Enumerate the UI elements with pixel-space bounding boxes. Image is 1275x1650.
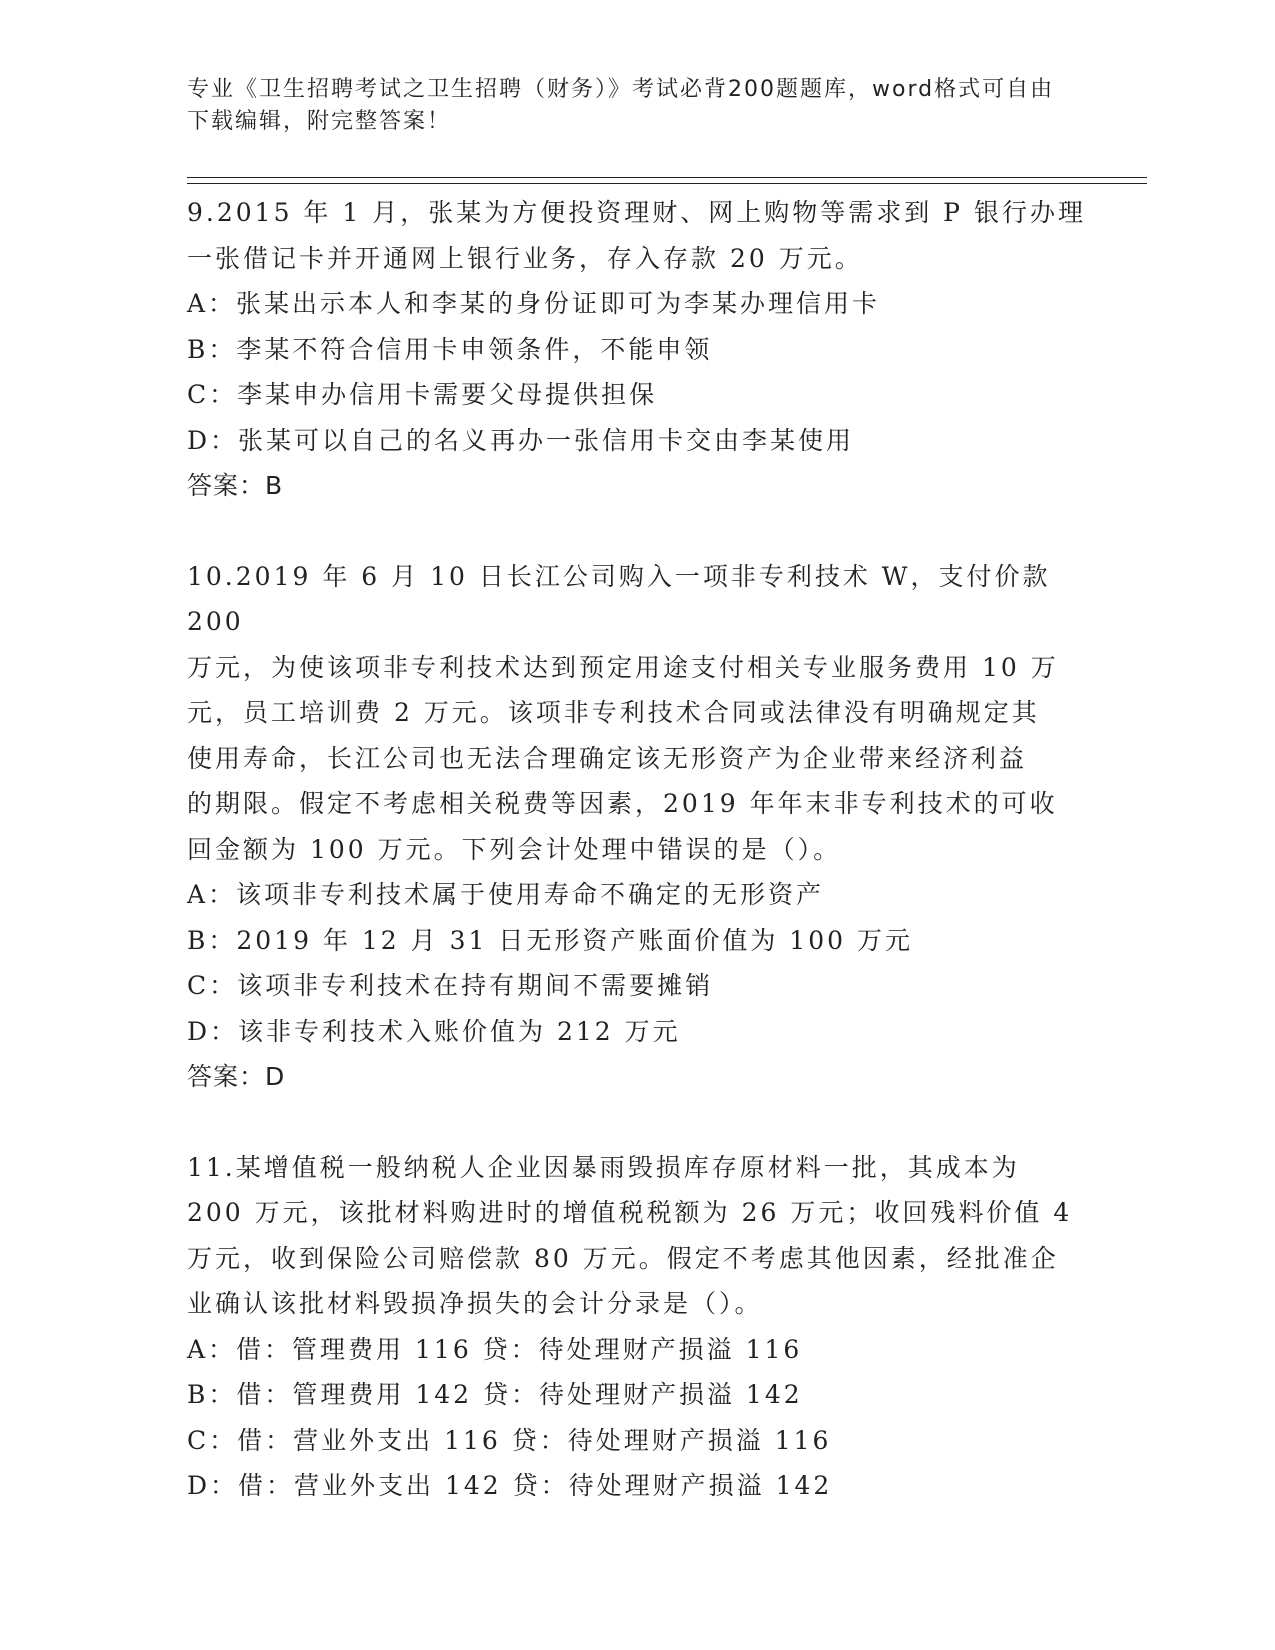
question-stem-line: 的期限。假定不考虑相关税费等因素，2019 年年末非专利技术的可收	[187, 789, 1058, 818]
document-header: 专业《卫生招聘考试之卫生招聘（财务）》考试必背200题题库，word格式可自由下载编辑，附完整答案！	[187, 77, 1055, 134]
option-c: C：该项非专利技术在持有期间不需要摊销	[187, 971, 714, 1000]
question-stem-line: 回金额为 100 万元。下列会计处理中错误的是（）。	[187, 834, 842, 864]
option-b: B：借：管理费用 142 贷：待处理财产损溢 142	[187, 1380, 803, 1409]
question-stem-line: 10.2019 年 6 月 10 日长江公司购入一项非专利技术 W，支付价款 200	[187, 561, 1051, 636]
question-stem-line: 万元，收到保险公司赔偿款 80 万元。假定不考虑其他因素，经批准企	[187, 1243, 1059, 1273]
question-stem-line: 元，员工培训费 2 万元。该项非专利技术合同或法律没有明确规定其	[187, 698, 1040, 727]
option-a: A：借：管理费用 116 贷：待处理财产损溢 116	[187, 1334, 803, 1364]
option-c: C：借：营业外支出 116 贷：待处理财产损溢 116	[187, 1425, 832, 1455]
option-d: D：张某可以自己的名义再办一张信用卡交由李某使用	[187, 425, 855, 455]
question-stem-line: 11.某增值税一般纳税人企业因暴雨毁损库存原材料一批，其成本为	[187, 1152, 1020, 1182]
option-c: C：李某申办信用卡需要父母提供担保	[187, 380, 658, 409]
question-stem-line: 使用寿命，长江公司也无法合理确定该无形资产为企业带来经济利益	[187, 743, 1028, 773]
question-10	[187, 554, 1087, 1100]
option-d: D：该非专利技术入账价值为 212 万元	[187, 1016, 681, 1046]
option-b: B：2019 年 12 月 31 日无形资产账面价值为 100 万元	[187, 925, 913, 955]
option-a: A：该项非专利技术属于使用寿命不确定的无形资产	[187, 880, 825, 909]
answer: 答案：B	[187, 471, 284, 500]
question-stem-line: 9.2015 年 1 月，张某为方便投资理财、网上购物等需求到 P 银行办理	[187, 198, 1086, 227]
option-a: A：张某出示本人和李某的身份证即可为李某办理信用卡	[187, 289, 881, 318]
question-stem-line: 业确认该批材料毁损净损失的会计分录是（）。	[187, 1289, 763, 1318]
option-d: D：借：营业外支出 142 贷：待处理财产损溢 142	[187, 1471, 833, 1500]
option-b: B：李某不符合信用卡申领条件，不能申领	[187, 334, 713, 364]
answer: 答案：D	[187, 1062, 286, 1091]
question-11	[187, 1145, 1087, 1509]
question-stem-line: 一张借记卡并开通网上银行业务，存入存款 20 万元。	[187, 243, 863, 273]
question-9	[187, 190, 1087, 509]
question-stem-line: 200 万元，该批材料购进时的增值税税额为 26 万元；收回残料价值 4	[187, 1198, 1073, 1227]
question-spacer	[187, 1100, 1087, 1145]
question-spacer	[187, 509, 1087, 554]
header-rule-bottom	[187, 183, 1147, 184]
question-stem-line: 万元，为使该项非专利技术达到预定用途支付相关专业服务费用 10 万	[187, 652, 1059, 682]
header-rule-top	[187, 177, 1147, 178]
questions-area	[187, 190, 1087, 1509]
